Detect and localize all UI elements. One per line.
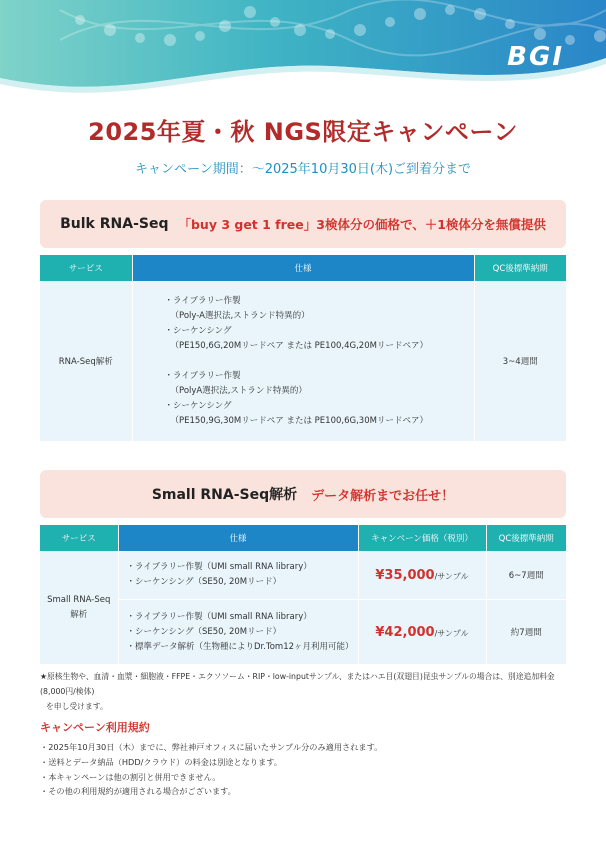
terms-item: ・本キャンペーンは他の割引と併用できません。 xyxy=(40,771,221,782)
small-col-delivery: QC後標準納期 xyxy=(486,525,566,551)
small-delivery-cell-2: 約7週間 xyxy=(486,600,566,665)
small-col-service: サービス xyxy=(40,525,118,551)
bulk-table xyxy=(40,255,566,441)
bulk-spec-cell xyxy=(132,281,474,441)
bulk-offer-text: 「buy 3 get 1 free」3検体分の価格で、＋1検体分を無償提供 xyxy=(178,217,546,232)
spec-line: ・ライブラリー作製（UMI small RNA library） xyxy=(126,562,312,572)
spec-line: ・ライブラリー作製（UMI small RNA library） xyxy=(126,611,312,622)
page-title: 2025年夏・秋 NGS限定キャンペーン xyxy=(88,118,518,146)
price-unit: /サンプル xyxy=(434,628,469,638)
small-heading-text: Small RNA-Seq解析 xyxy=(151,487,298,503)
bulk-col-delivery: QC後標準納期 xyxy=(474,255,566,281)
terms-list xyxy=(40,740,382,799)
small-col-spec: 仕様 xyxy=(118,525,358,551)
price-value: ¥35,000 xyxy=(375,567,435,583)
spec-line: ・ライブラリー作製 xyxy=(164,370,241,381)
bulk-heading-text: Bulk RNA-Seq xyxy=(60,216,169,232)
small-service-line: 解析 xyxy=(70,609,88,620)
small-price-cell-2 xyxy=(358,600,486,665)
small-table-header xyxy=(40,525,566,551)
spec-line: ・シーケンシング xyxy=(164,325,232,336)
small-price-cell-1 xyxy=(358,551,486,600)
additional-fee-note xyxy=(40,669,570,714)
small-delivery-cell-1: 6~7週間 xyxy=(486,551,566,600)
spec-line: （Poly-A選択法,ストランド特異的） xyxy=(170,310,310,321)
bgi-logo: BGI xyxy=(507,42,564,72)
header-banner xyxy=(0,0,606,100)
note-line: ★原核生物や、血清・血漿・細胞液・FFPE・エクソソーム・RIP・low-inputサンプル、またはハエ目(双翅目)昆虫サンプルの場合は、別途追加料金(8,000円/検体) xyxy=(40,672,555,696)
spec-line: （PE150,6G,20Mリードペア または PE100,4G,20Mリードペア） xyxy=(170,340,428,351)
note-line: を申し受けます。 xyxy=(46,702,108,711)
small-spec-cell-1 xyxy=(118,551,358,600)
spec-line: ・標準データ解析（生物種によりDr.Tom12ヶ月利用可能） xyxy=(126,641,354,652)
bulk-section-heading xyxy=(40,200,566,248)
table-row xyxy=(40,281,566,441)
table-row xyxy=(40,551,566,600)
small-table xyxy=(40,525,566,664)
terms-item: ・その他の利用規約が適用される場合がございます。 xyxy=(40,786,236,797)
small-offer-text: データ解析までお任せ！ xyxy=(311,488,455,504)
small-section-heading xyxy=(40,470,566,518)
spec-line: ・シーケンシング（SE50, 20Mリード） xyxy=(126,626,282,637)
small-service-cell xyxy=(40,551,118,664)
terms-item: ・2025年10月30日（木）までに、弊社神戸オフィスに届いたサンプル分のみ適用されます。 xyxy=(40,742,383,752)
small-col-price: キャンペーン価格（税別） xyxy=(358,525,486,551)
price-unit: /サンプル xyxy=(434,571,469,581)
spec-line: （PE150,9G,30Mリードペア または PE100,6G,30Mリードペア） xyxy=(170,415,428,426)
spec-line: ・ライブラリー作製 xyxy=(164,295,241,306)
spec-line: ・シーケンシング（SE50, 20Mリード） xyxy=(126,577,282,587)
bulk-service-cell: RNA-Seq解析 xyxy=(40,281,132,441)
terms-item: ・送料とデータ納品（HDD/クラウド）の料金は別途となります。 xyxy=(40,756,282,767)
bulk-delivery-cell: 3~4週間 xyxy=(474,281,566,441)
small-service-line: Small RNA-Seq xyxy=(47,594,111,605)
bulk-table-header xyxy=(40,255,566,281)
terms-title: キャンペーン利用規約 xyxy=(40,721,150,734)
bulk-col-service: サービス xyxy=(40,255,132,281)
spec-line: ・シーケンシング xyxy=(164,400,232,411)
small-spec-cell-2 xyxy=(118,600,358,665)
table-row xyxy=(40,600,566,665)
price-value: ¥42,000 xyxy=(375,624,435,640)
campaign-period: キャンペーン期間：～2025年10月30日(木)ご到着分まで xyxy=(134,162,472,177)
bulk-col-spec: 仕様 xyxy=(132,255,474,281)
spec-line: （PolyA選択法,ストランド特異的） xyxy=(170,385,307,396)
